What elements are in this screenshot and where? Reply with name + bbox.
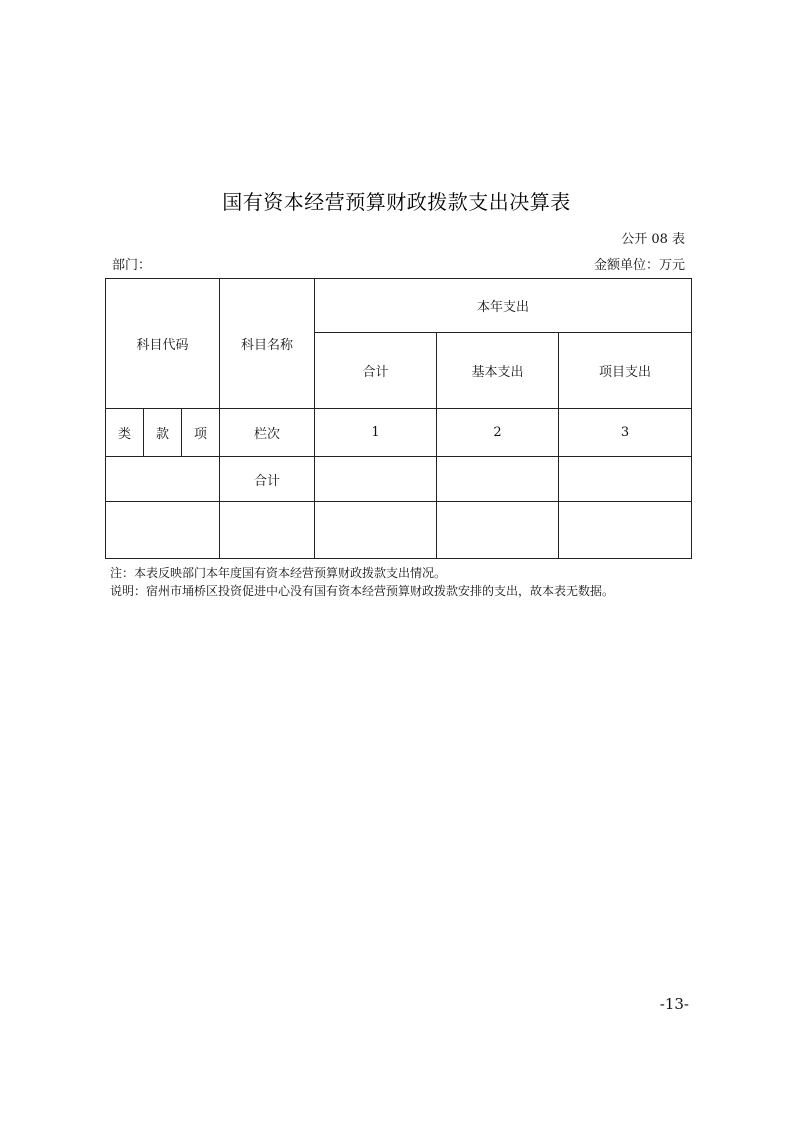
- column-index-label: 栏次: [220, 409, 315, 457]
- header-project-expenditure: 项目支出: [559, 332, 692, 409]
- page-title: 国有资本经营预算财政拨款支出决算表: [222, 190, 571, 214]
- header-xiang: 项: [182, 409, 220, 457]
- table-row-total: [106, 456, 692, 501]
- empty-code-cell: [106, 502, 220, 559]
- total-code-cell: [106, 456, 220, 501]
- total-basic-cell: [437, 456, 559, 501]
- unit-label: 金额单位：万元: [593, 258, 685, 273]
- empty-basic-cell: [437, 502, 559, 559]
- total-row-label: 合计: [220, 456, 315, 501]
- column-number-3: 3: [559, 409, 692, 457]
- header-lei: 类: [106, 409, 144, 457]
- empty-project-cell: [559, 502, 692, 559]
- page-number: -13-: [659, 995, 689, 1013]
- total-value-cell: [315, 456, 437, 501]
- empty-name-cell: [220, 502, 315, 559]
- total-project-cell: [559, 456, 692, 501]
- table-explanation: 说明：宿州市埇桥区投资促进中心没有国有资本经营预算财政拨款安排的支出，故本表无数据。: [110, 584, 615, 598]
- expenditure-table: [105, 278, 692, 559]
- header-basic-expenditure: 基本支出: [437, 332, 559, 409]
- table-row-column-index: [106, 409, 692, 457]
- empty-total-cell: [315, 502, 437, 559]
- table-note: 注：本表反映部门本年度国有资本经营预算财政拨款支出情况。: [110, 566, 447, 580]
- header-subject-name: 科目名称: [220, 279, 315, 409]
- header-kuan: 款: [144, 409, 182, 457]
- header-subject-code: 科目代码: [106, 279, 220, 409]
- table-header-row-1: [106, 279, 692, 333]
- table-row-empty: [106, 502, 692, 559]
- column-number-1: 1: [315, 409, 437, 457]
- header-current-year-expenditure: 本年支出: [315, 279, 692, 333]
- column-number-2: 2: [437, 409, 559, 457]
- form-code: 公开 08 表: [621, 232, 685, 247]
- department-label: 部门：: [112, 258, 152, 273]
- header-total: 合计: [315, 332, 437, 409]
